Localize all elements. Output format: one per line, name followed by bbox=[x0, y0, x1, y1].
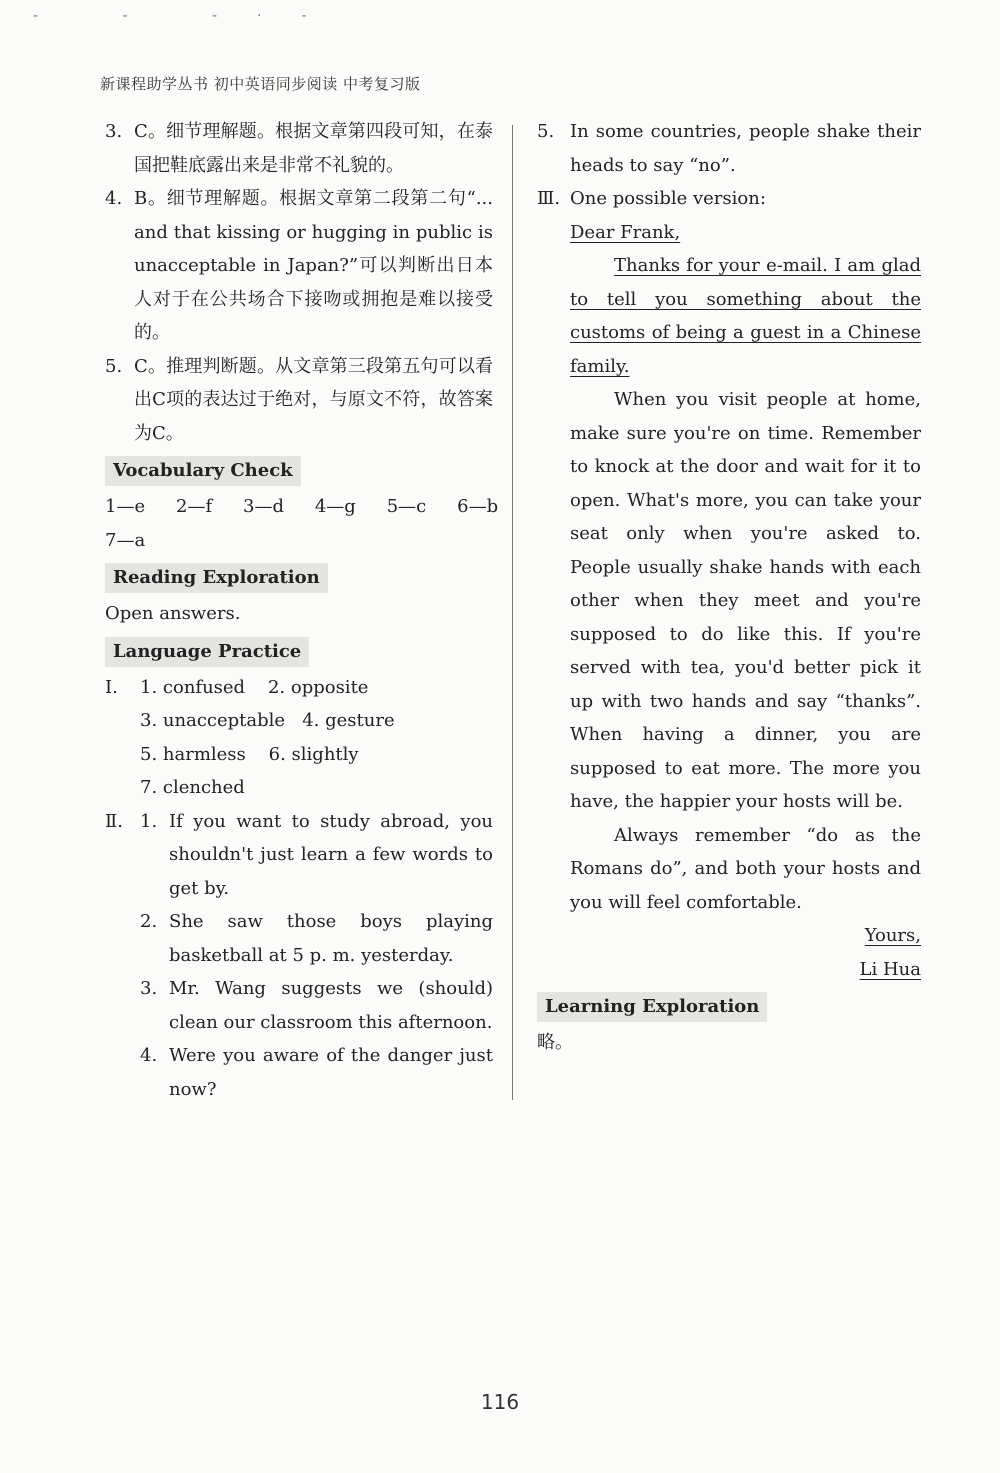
item-number: 1. bbox=[140, 810, 158, 832]
list-item bbox=[140, 1039, 493, 1106]
item-text: C。推理判断题。从文章第三段第五句可以看出C项的表达过于绝对，与原文不符，故答案为C。 bbox=[134, 355, 493, 444]
learning-exploration-heading: Learning Exploration bbox=[537, 992, 767, 1022]
letter-paragraph-2: When you visit people at home, make sure you're on time. Remember to knock at the door and wait for it to open. What's more, you can take your seat only when you're asked to. People usually shake hands with each other when they meet and you're supposed to do like this. If you're served with tea, you'd better pick it up with two hands and say “thanks”. When having a dinner, you are supposed to eat more. The more you have, the happier your hosts will be. bbox=[570, 389, 921, 812]
list-item bbox=[140, 805, 493, 906]
vocab-answers-line-1: 1—e 2—f 3—d 4—g 5—c 6—b bbox=[105, 496, 499, 517]
language-practice-heading: Language Practice bbox=[105, 637, 309, 667]
page-number: 116 bbox=[480, 1390, 520, 1414]
part-1-answers bbox=[140, 671, 493, 805]
letter-closing bbox=[570, 919, 921, 953]
part-2 bbox=[105, 805, 493, 1107]
letter-paragraph-1: Thanks for your e-mail. I am glad to tell you something about the customs of being a guest in a Chinese family. bbox=[570, 255, 921, 377]
item-number: 5. bbox=[537, 121, 555, 142]
item-text: In some countries, people shake their heads to say “no”. bbox=[570, 121, 921, 176]
answer-item-4 bbox=[105, 182, 493, 350]
part-3 bbox=[537, 182, 921, 986]
answer-item-5 bbox=[105, 350, 493, 451]
item-number: 3. bbox=[105, 121, 123, 142]
right-column bbox=[537, 115, 921, 1060]
item-text: B。细节理解题。根据文章第二段第二句“... and that kissing or hugging in public is unacceptable in Japan?”可以判断出日本人对于在公共场合下接吻或拥抱是难以接受的。 bbox=[134, 188, 493, 343]
item-number: 4. bbox=[140, 1045, 158, 1066]
part-2-label: Ⅱ. bbox=[105, 810, 123, 832]
closing-text: Yours, bbox=[864, 925, 921, 946]
part-1 bbox=[105, 671, 493, 805]
item-text: If you want to study abroad, you shouldn't just learn a few words to get by. bbox=[169, 810, 493, 899]
part-3-letter bbox=[570, 182, 921, 986]
item-text: Were you aware of the danger just now? bbox=[169, 1045, 493, 1100]
reading-exploration-text: Open answers. bbox=[105, 603, 241, 624]
learning-exploration-text: 略。 bbox=[537, 1032, 573, 1053]
column-divider bbox=[512, 125, 513, 1100]
item-text: C。细节理解题。根据文章第四段可知，在泰国把鞋底露出来是非常不礼貌的。 bbox=[134, 121, 493, 176]
letter-intro: One possible version: bbox=[570, 188, 766, 209]
item-number: 4. bbox=[105, 188, 123, 209]
item-number: 5. bbox=[105, 355, 123, 377]
vocabulary-check-heading: Vocabulary Check bbox=[105, 456, 301, 486]
item-number: 3. bbox=[140, 978, 158, 999]
left-column bbox=[105, 115, 499, 1106]
part-2-answers bbox=[140, 805, 493, 1107]
list-item bbox=[140, 905, 493, 972]
part-1-line: 3. unacceptable 4. gesture bbox=[140, 710, 395, 731]
letter-salutation: Dear Frank, bbox=[570, 221, 681, 243]
letter-paragraph-3: Always remember “do as the Romans do”, and both your hosts and you will feel comfortable. bbox=[570, 824, 921, 913]
answer-item-5-continued bbox=[537, 115, 921, 182]
answer-item-3 bbox=[105, 115, 493, 182]
part-1-line: 5. harmless 6. slightly bbox=[140, 743, 359, 765]
list-item bbox=[140, 972, 493, 1039]
signature-text: Li Hua bbox=[859, 958, 921, 980]
scan-marks: - - -·- bbox=[33, 8, 347, 24]
item-text: Mr. Wang suggests we (should) clean our classroom this afternoon. bbox=[169, 978, 493, 1033]
reading-exploration-heading: Reading Exploration bbox=[105, 563, 328, 593]
running-header: 新课程助学丛书 初中英语同步阅读 中考复习版 bbox=[100, 75, 421, 93]
letter-signature bbox=[570, 953, 921, 987]
vocab-answers-line-2: 7—a bbox=[105, 529, 146, 551]
part-3-label: Ⅲ. bbox=[537, 188, 561, 209]
part-1-label: Ⅰ. bbox=[105, 676, 118, 698]
item-text: She saw those boys playing basketball at 5 p. m. yesterday. bbox=[169, 911, 493, 966]
part-1-line: 1. confused 2. opposite bbox=[140, 676, 369, 698]
part-1-line: 7. clenched bbox=[140, 777, 245, 798]
item-number: 2. bbox=[140, 911, 158, 932]
